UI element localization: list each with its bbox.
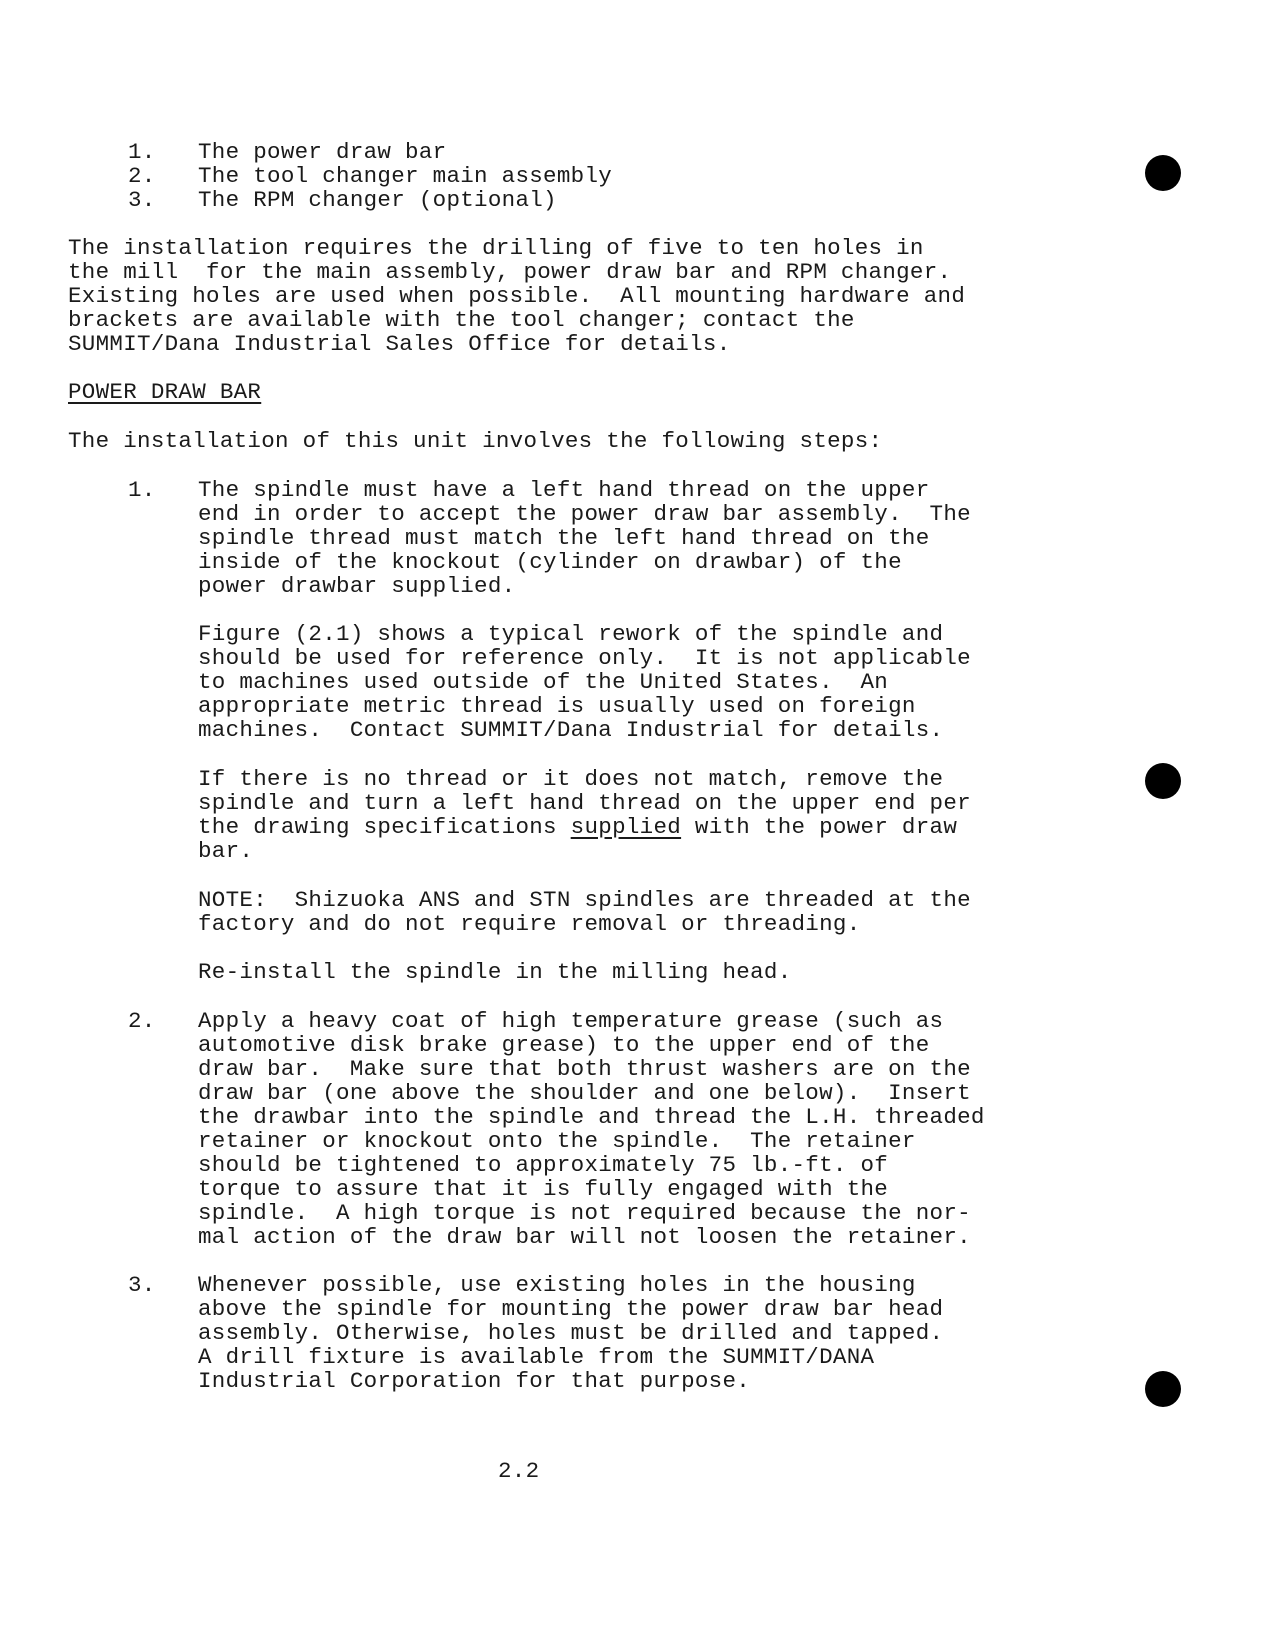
paragraph-line: to machines used outside of the United States. An (198, 669, 889, 695)
paragraph-line: above the spindle for mounting the power draw bar head (198, 1296, 944, 1322)
paragraph-line: machines. Contact SUMMIT/Dana Industrial for details. (198, 717, 944, 743)
punch-hole-bottom-icon (1145, 1371, 1181, 1407)
punch-hole-top-icon (1145, 155, 1181, 191)
paragraph-line: SUMMIT/Dana Industrial Sales Office for details. (68, 331, 731, 357)
paragraph-line: should be used for reference only. It is not applicable (198, 645, 971, 671)
paragraph-line: inside of the knockout (cylinder on drawbar) of the (198, 549, 902, 575)
list-item: The power draw bar (198, 139, 447, 165)
line-text: the drawing specifications (198, 814, 571, 840)
punch-hole-middle-icon (1145, 763, 1181, 799)
paragraph-line: Whenever possible, use existing holes in the housing (198, 1272, 916, 1298)
paragraph-line: spindle. A high torque is not required because the nor- (198, 1200, 971, 1226)
paragraph-line: appropriate metric thread is usually used on foreign (198, 693, 916, 719)
line-text: with the power draw (681, 814, 958, 840)
paragraph-line: torque to assure that it is fully engaged with the (198, 1176, 889, 1202)
paragraph-line: draw bar. Make sure that both thrust washers are on the (198, 1056, 971, 1082)
paragraph-line (198, 815, 957, 840)
list-item: The RPM changer (optional) (198, 187, 557, 213)
paragraph-line: A drill fixture is available from the SUMMIT/DANA (198, 1344, 875, 1370)
section-heading: POWER DRAW BAR (68, 379, 262, 405)
list-item-number: 3. (128, 187, 156, 213)
paragraph-line: should be tightened to approximately 75 lb.-ft. of (198, 1152, 889, 1178)
paragraph-line: The spindle must have a left hand thread on the upper (198, 477, 930, 503)
paragraph-line: draw bar (one above the shoulder and one below). Insert (198, 1080, 971, 1106)
paragraph-line: spindle thread must match the left hand thread on the (198, 525, 930, 551)
step-number: 1. (128, 477, 156, 503)
paragraph-line: retainer or knockout onto the spindle. The retainer (198, 1128, 916, 1154)
list-item-number: 1. (128, 139, 156, 165)
paragraph-line: the drawbar into the spindle and thread the L.H. threaded (198, 1104, 985, 1130)
paragraph-line: Apply a heavy coat of high temperature grease (such as (198, 1008, 944, 1034)
paragraph-line: Re-install the spindle in the milling head. (198, 959, 792, 985)
paragraph-line: power drawbar supplied. (198, 573, 516, 599)
paragraph-line: end in order to accept the power draw bar assembly. The (198, 501, 971, 527)
step-number: 2. (128, 1008, 156, 1034)
paragraph-line: brackets are available with the tool changer; contact the (68, 307, 855, 333)
page-number: 2.2 (498, 1458, 540, 1484)
paragraph-line: automotive disk brake grease) to the upper end of the (198, 1032, 930, 1058)
list-item-number: 2. (128, 163, 156, 189)
list-item: The tool changer main assembly (198, 163, 613, 189)
paragraph-line: Existing holes are used when possible. All mounting hardware and (68, 283, 966, 309)
paragraph-line: Industrial Corporation for that purpose. (198, 1368, 751, 1394)
note-line: NOTE: Shizuoka ANS and STN spindles are threaded at the (198, 887, 971, 913)
paragraph-line: assembly. Otherwise, holes must be drilled and tapped. (198, 1320, 944, 1346)
paragraph-line: Figure (2.1) shows a typical rework of the spindle and (198, 621, 944, 647)
step-number: 3. (128, 1272, 156, 1298)
paragraph-line: The installation requires the drilling of five to ten holes in (68, 235, 924, 261)
note-line: factory and do not require removal or threading. (198, 911, 861, 937)
underlined-word: supplied (570, 814, 682, 840)
paragraph-line: bar. (198, 838, 254, 864)
paragraph-line: the mill for the main assembly, power draw bar and RPM changer. (68, 259, 952, 285)
section-intro: The installation of this unit involves the following steps: (68, 428, 883, 454)
paragraph-line: spindle and turn a left hand thread on the upper end per (198, 790, 971, 816)
paragraph-line: If there is no thread or it does not match, remove the (198, 766, 944, 792)
paragraph-line: mal action of the draw bar will not loosen the retainer. (198, 1224, 971, 1250)
